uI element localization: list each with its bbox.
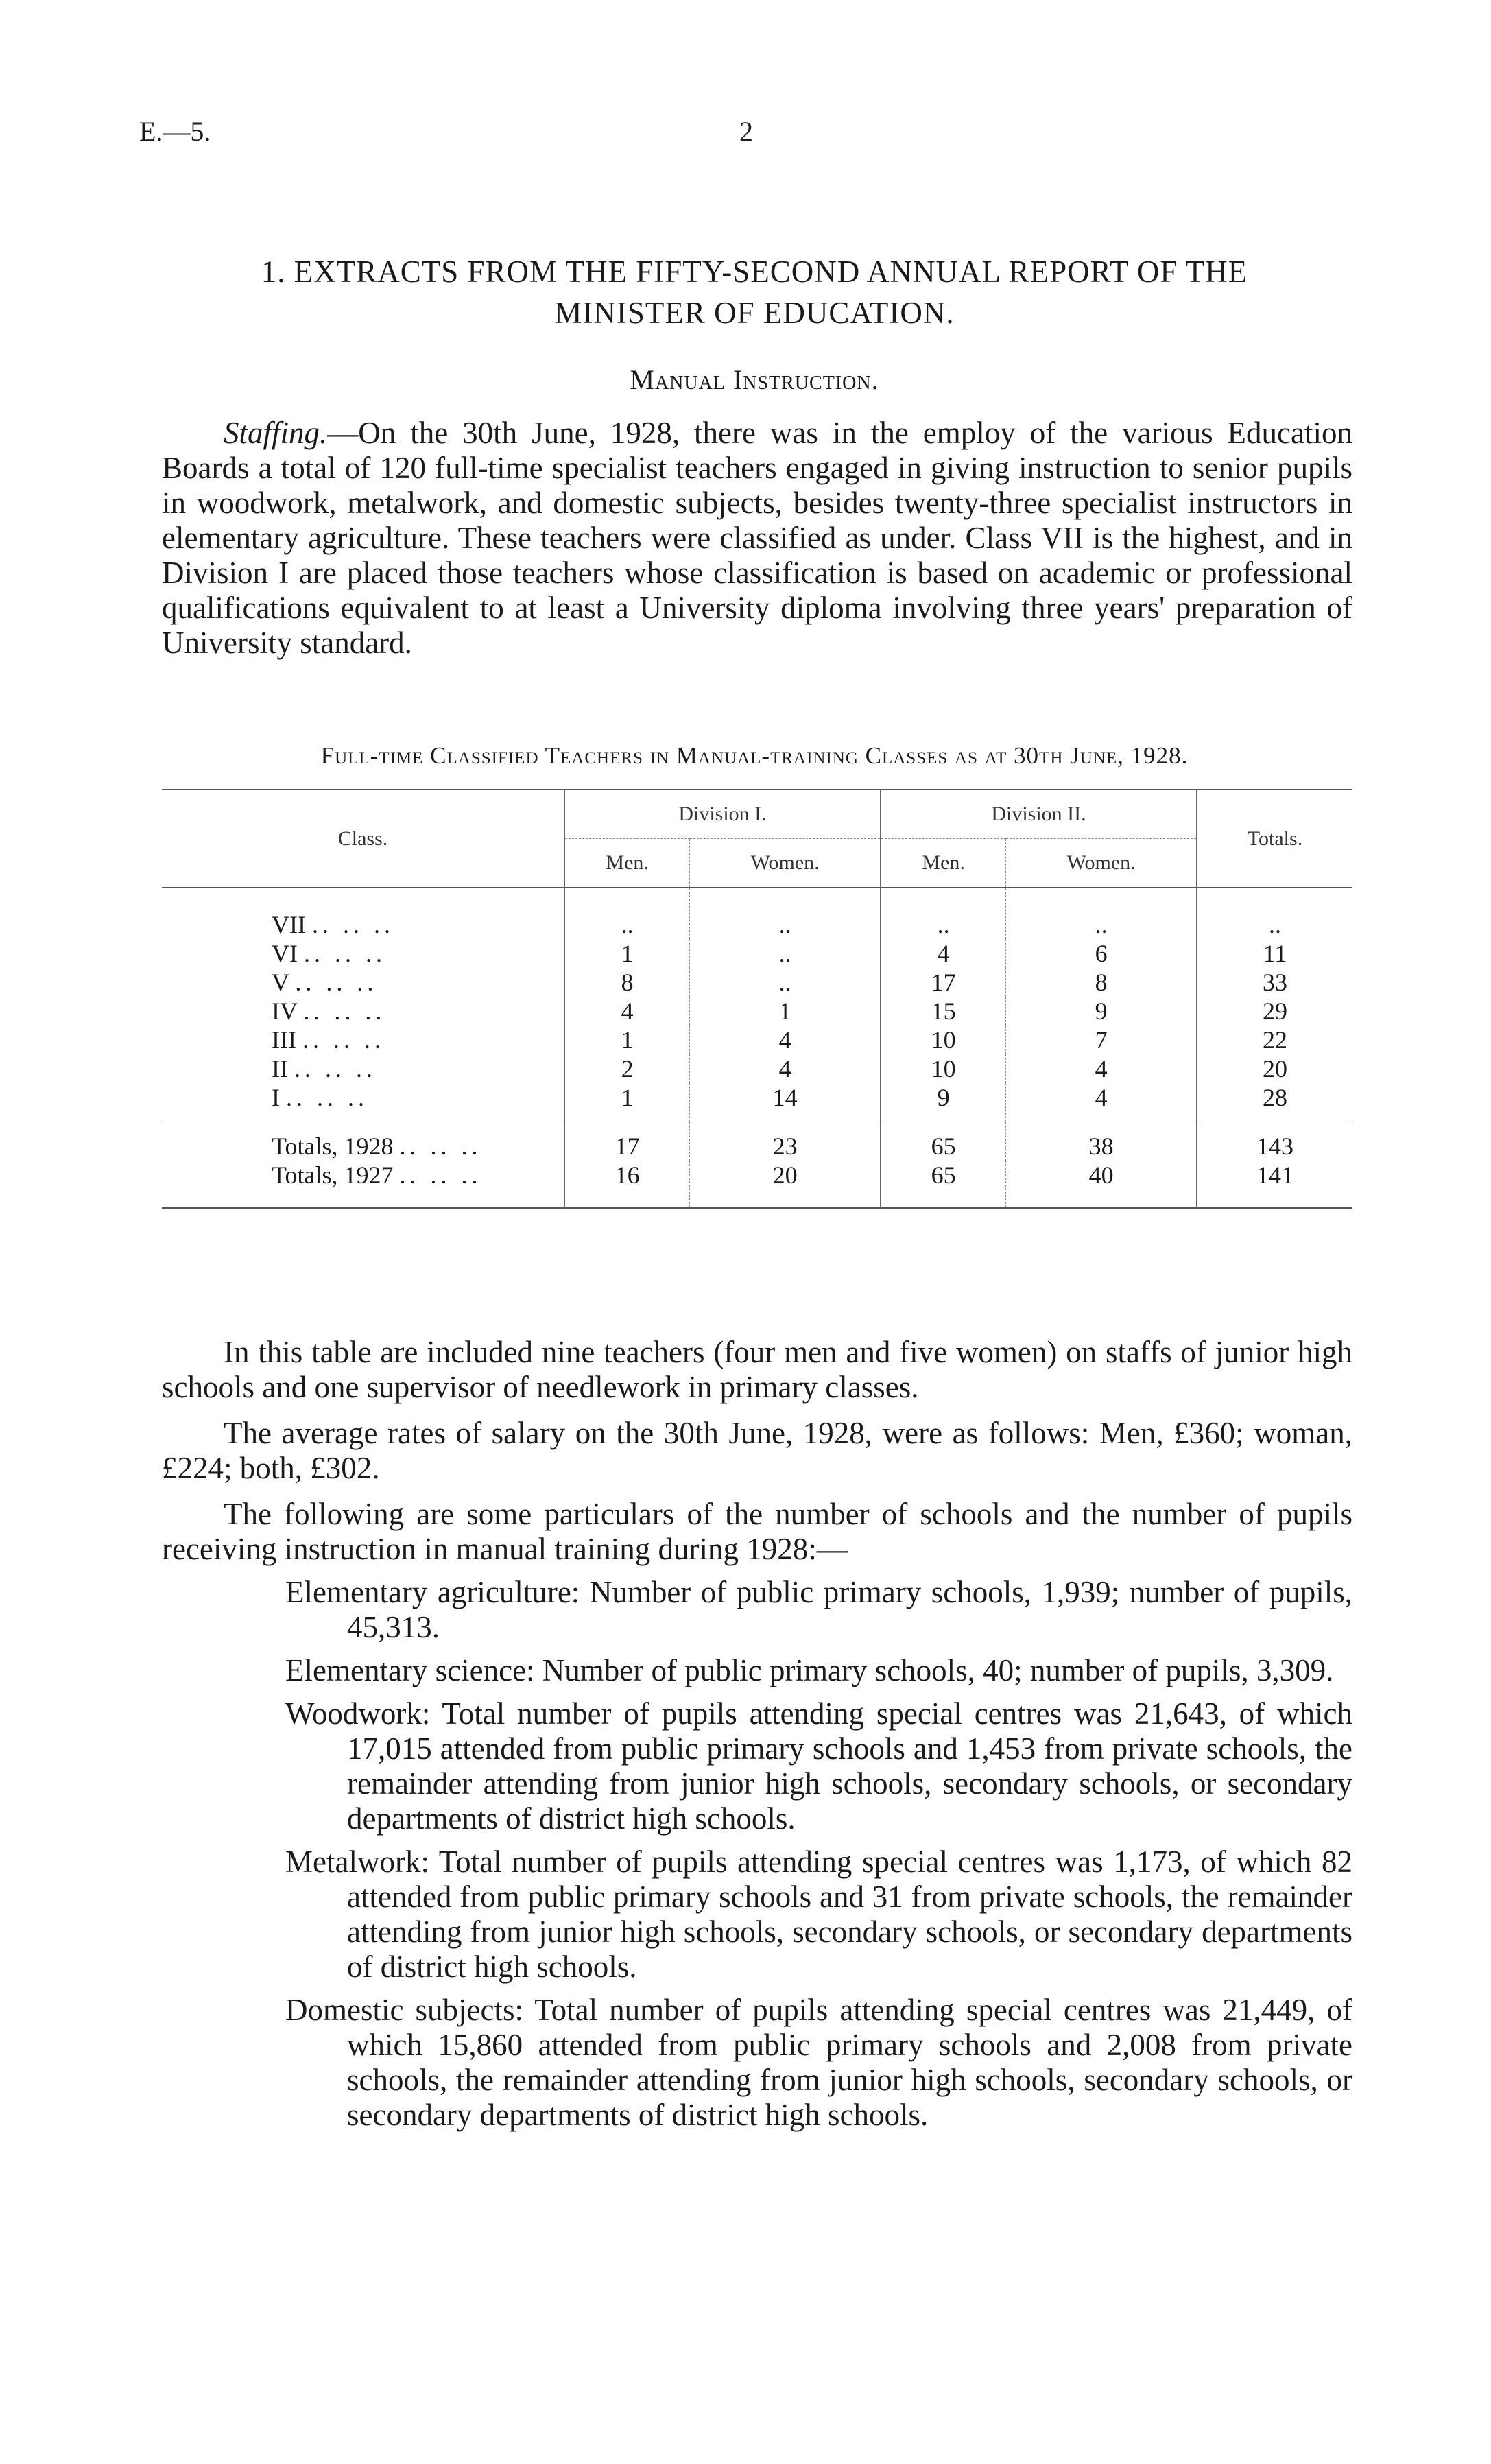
totals-row	[162, 1122, 1352, 1161]
d2-women-cell: 7	[1006, 1026, 1197, 1054]
total-cell: 143	[1197, 1122, 1352, 1161]
d1-men-cell: 4	[564, 997, 690, 1026]
total-cell: 11	[1197, 939, 1352, 968]
d2-women-cell: ..	[1006, 888, 1197, 939]
title-line-1: 1. EXTRACTS FROM THE FIFTY-SECOND ANNUAL REPORT OF THE	[261, 254, 1248, 289]
header-d1-women: Women.	[690, 839, 881, 888]
particulars-list	[285, 1575, 1352, 2141]
table-row	[162, 997, 1352, 1026]
header-division-2: Division II.	[881, 790, 1197, 839]
d2-men-cell: 65	[881, 1161, 1006, 1208]
list-item: Metalwork: Total number of pupils attending special centres was 1,173, of which 82 attended from public primary schools and 31 from private schools, the remainder attending from junior high schools, secondary schools, or secondary departments of district high schools.	[285, 1845, 1352, 1984]
header-d2-men: Men.	[881, 839, 1006, 888]
page-reference: E.—5.	[139, 116, 211, 147]
row-class: Totals, 1928 .. .. ..	[162, 1122, 564, 1161]
table-row	[162, 1083, 1352, 1122]
row-class: IV .. .. ..	[272, 997, 386, 1025]
d2-men-cell: 10	[881, 1054, 1006, 1083]
d1-men-cell: 2	[564, 1054, 690, 1083]
header-d1-men: Men.	[564, 839, 690, 888]
d1-women-cell: ..	[690, 888, 881, 939]
total-cell: 28	[1197, 1083, 1352, 1122]
d1-men-cell: 17	[564, 1122, 690, 1161]
d2-women-cell: 9	[1006, 997, 1197, 1026]
section-heading: Manual Instruction.	[630, 364, 879, 395]
d1-men-cell: ..	[564, 888, 690, 939]
table-row	[162, 1026, 1352, 1054]
d2-women-cell: 40	[1006, 1161, 1197, 1208]
d1-men-cell: 16	[564, 1161, 690, 1208]
d2-men-cell: 4	[881, 939, 1006, 968]
total-cell: 33	[1197, 968, 1352, 997]
header-d2-women: Women.	[1006, 839, 1197, 888]
d1-men-cell: 1	[564, 939, 690, 968]
total-cell: 20	[1197, 1054, 1352, 1083]
included-paragraph: In this table are included nine teachers (four men and five women) on staffs of junior high schools and one supervisor of needlework in primary classes.	[162, 1335, 1352, 1404]
d1-men-cell: 1	[564, 1026, 690, 1054]
row-class: III .. .. ..	[272, 1026, 385, 1054]
total-cell: 22	[1197, 1026, 1352, 1054]
following-paragraph: The following are some particulars of the number of schools and the number of pupils receiving instruction in manual training during 1928:—	[162, 1497, 1352, 1566]
d1-women-cell: 4	[690, 1026, 881, 1054]
row-class: I .. .. ..	[272, 1084, 368, 1111]
d2-men-cell: 9	[881, 1083, 1006, 1122]
table-row	[162, 939, 1352, 968]
title-line-2: MINISTER OF EDUCATION.	[554, 296, 955, 330]
total-cell: 141	[1197, 1161, 1352, 1208]
d2-women-cell: 4	[1006, 1083, 1197, 1122]
staffing-text: —On the 30th June, 1928, there was in the employ of the various Education Boards a total of 120 full-time specialist teachers engaged in giving instruction to senior pupils in woodwork, metalwork, and domestic subjects, besides twenty-three specialist instructors in elementary agriculture. These teachers were classified as under. Class VII is the highest, and in Division I are placed those teachers whose classification is based on academic or professional qualifications equivalent to at least a University diploma involving three years' preparation of University standard.	[162, 416, 1352, 660]
table-row	[162, 1054, 1352, 1083]
list-item: Domestic subjects: Total number of pupils attending special centres was 21,449, of which 15,860 attended from public primary schools and 2,008 from private schools, the remainder attending from junior high schools, secondary schools, or secondary departments of district high schools.	[285, 1993, 1352, 2132]
d1-women-cell: 20	[690, 1161, 881, 1208]
header-division-1: Division I.	[564, 790, 881, 839]
d2-women-cell: 38	[1006, 1122, 1197, 1161]
d2-women-cell: 8	[1006, 968, 1197, 997]
d1-women-cell: ..	[690, 968, 881, 997]
d1-men-cell: 1	[564, 1083, 690, 1122]
page-title	[165, 251, 1344, 333]
salary-paragraph: The average rates of salary on the 30th June, 1928, were as follows: Men, £360; woman, £224; both, £302.	[162, 1416, 1352, 1485]
d1-men-cell: 8	[564, 968, 690, 997]
table-caption: Full-time Classified Teachers in Manual-training Classes as at 30th June, 1928.	[320, 742, 1189, 769]
d2-men-cell: 17	[881, 968, 1006, 997]
row-class: Totals, 1927 .. .. ..	[272, 1161, 482, 1189]
table-row	[162, 968, 1352, 997]
list-item: Elementary science: Number of public primary schools, 40; number of pupils, 3,309.	[285, 1653, 1334, 1687]
d1-women-cell: ..	[690, 939, 881, 968]
d1-women-cell: 23	[690, 1122, 881, 1161]
d2-men-cell: ..	[881, 888, 1006, 939]
staffing-paragraph	[162, 416, 1352, 661]
d2-women-cell: 6	[1006, 939, 1197, 968]
teachers-table	[162, 789, 1352, 1209]
d2-men-cell: 15	[881, 997, 1006, 1026]
header-totals: Totals.	[1197, 790, 1352, 888]
list-item: Woodwork: Total number of pupils attending special centres was 21,643, of which 17,015 attended from public primary schools and 1,453 from private schools, the remainder attending from junior high schools, secondary schools, or secondary departments of district high schools.	[285, 1696, 1352, 1836]
table-row	[162, 888, 1352, 939]
d2-women-cell: 4	[1006, 1054, 1197, 1083]
row-class: VI .. .. ..	[272, 940, 386, 967]
page-number: 2	[739, 116, 753, 147]
total-cell: 29	[1197, 997, 1352, 1026]
d1-women-cell: 14	[690, 1083, 881, 1122]
d2-men-cell: 65	[881, 1122, 1006, 1161]
row-class: V .. .. ..	[272, 969, 378, 996]
header-class: Class.	[337, 827, 388, 850]
totals-row	[162, 1161, 1352, 1208]
staffing-lead: Staffing.	[224, 416, 328, 450]
d1-women-cell: 1	[690, 997, 881, 1026]
row-class: VII .. .. ..	[272, 911, 394, 938]
list-item: Elementary agriculture: Number of public primary schools, 1,939; number of pupils, 45,313.	[285, 1575, 1352, 1644]
total-cell: ..	[1197, 888, 1352, 939]
d1-women-cell: 4	[690, 1054, 881, 1083]
d2-men-cell: 10	[881, 1026, 1006, 1054]
row-class: II .. .. ..	[272, 1055, 377, 1082]
